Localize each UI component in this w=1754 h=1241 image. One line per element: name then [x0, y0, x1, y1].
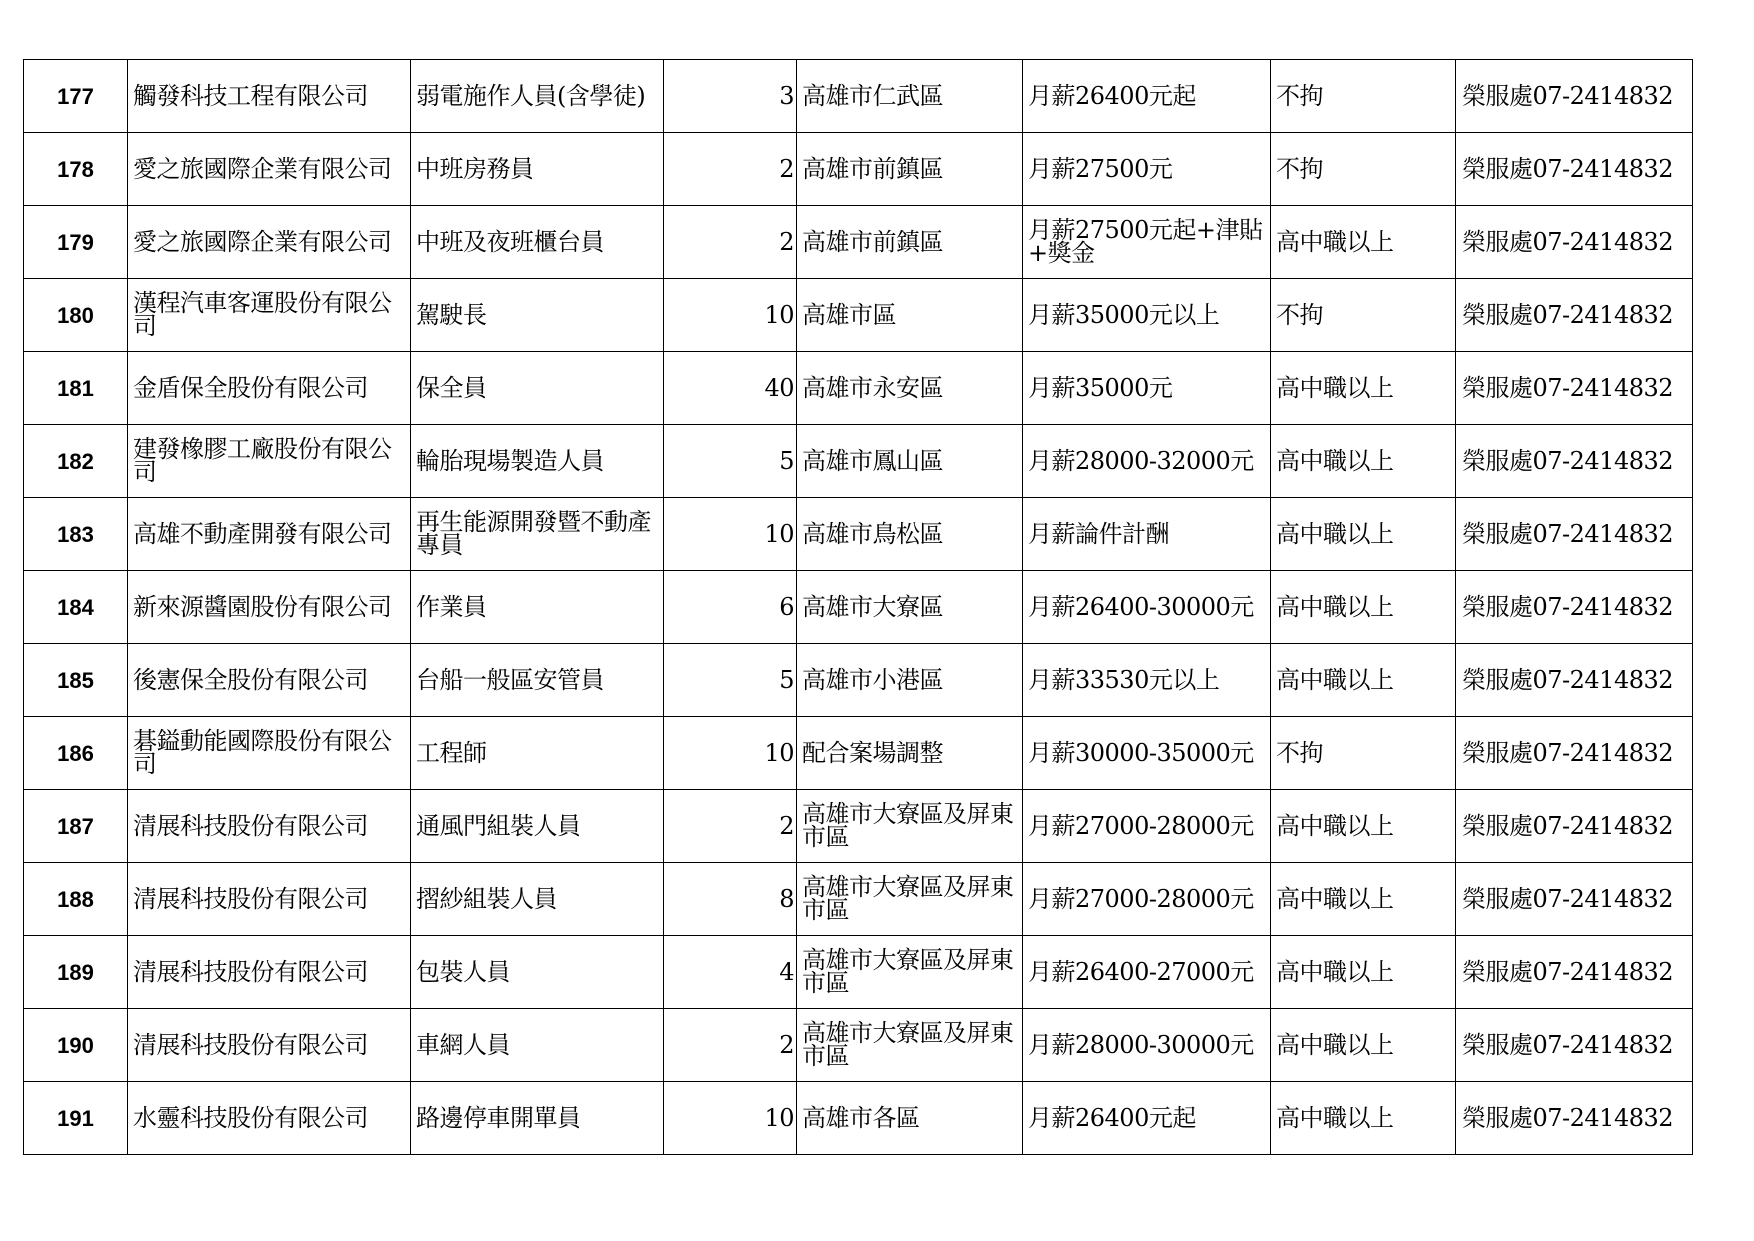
salary-cell: 月薪26400元起 — [1023, 60, 1271, 133]
work-location-cell: 高雄市大寮區及屏東市區 — [797, 936, 1023, 1009]
work-location-cell: 高雄市各區 — [797, 1082, 1023, 1155]
education-requirement-cell: 高中職以上 — [1271, 425, 1456, 498]
job-title-cell: 作業員 — [411, 571, 664, 644]
table-row — [24, 206, 1693, 279]
company-name-cell: 高雄不動產開發有限公司 — [128, 498, 411, 571]
education-requirement-cell: 不拘 — [1271, 133, 1456, 206]
row-number-cell: 177 — [24, 60, 128, 133]
company-name-cell: 觸發科技工程有限公司 — [128, 60, 411, 133]
company-name-cell: 水靈科技股份有限公司 — [128, 1082, 411, 1155]
table-row — [24, 133, 1693, 206]
job-title-cell: 保全員 — [411, 352, 664, 425]
row-number-cell: 190 — [24, 1009, 128, 1082]
table-row — [24, 1009, 1693, 1082]
work-location-cell: 高雄市前鎮區 — [797, 133, 1023, 206]
salary-cell: 月薪35000元 — [1023, 352, 1271, 425]
table-row — [24, 60, 1693, 133]
table-row — [24, 717, 1693, 790]
education-requirement-cell: 不拘 — [1271, 60, 1456, 133]
work-location-cell: 高雄市前鎮區 — [797, 206, 1023, 279]
openings-count-cell: 10 — [664, 279, 797, 352]
work-location-cell: 高雄市大寮區及屏東市區 — [797, 1009, 1023, 1082]
education-requirement-cell: 不拘 — [1271, 279, 1456, 352]
contact-cell: 榮服處07-2414832 — [1456, 717, 1693, 790]
company-name-cell: 愛之旅國際企業有限公司 — [128, 133, 411, 206]
salary-cell: 月薪28000-30000元 — [1023, 1009, 1271, 1082]
education-requirement-cell: 高中職以上 — [1271, 863, 1456, 936]
job-title-cell: 中班房務員 — [411, 133, 664, 206]
row-number-cell: 185 — [24, 644, 128, 717]
row-number-cell: 191 — [24, 1082, 128, 1155]
salary-cell: 月薪27000-28000元 — [1023, 863, 1271, 936]
education-requirement-cell: 不拘 — [1271, 717, 1456, 790]
company-name-cell: 清展科技股份有限公司 — [128, 790, 411, 863]
openings-count-cell: 3 — [664, 60, 797, 133]
openings-count-cell: 2 — [664, 206, 797, 279]
company-name-cell: 清展科技股份有限公司 — [128, 1009, 411, 1082]
row-number-cell: 186 — [24, 717, 128, 790]
contact-cell: 榮服處07-2414832 — [1456, 1009, 1693, 1082]
work-location-cell: 高雄市永安區 — [797, 352, 1023, 425]
contact-cell: 榮服處07-2414832 — [1456, 133, 1693, 206]
contact-cell: 榮服處07-2414832 — [1456, 644, 1693, 717]
contact-cell: 榮服處07-2414832 — [1456, 790, 1693, 863]
job-title-cell: 駕駛長 — [411, 279, 664, 352]
openings-count-cell: 6 — [664, 571, 797, 644]
row-number-cell: 178 — [24, 133, 128, 206]
job-title-cell: 工程師 — [411, 717, 664, 790]
job-title-cell: 路邊停車開單員 — [411, 1082, 664, 1155]
row-number-cell: 183 — [24, 498, 128, 571]
salary-cell: 月薪26400-30000元 — [1023, 571, 1271, 644]
work-location-cell: 配合案場調整 — [797, 717, 1023, 790]
row-number-cell: 188 — [24, 863, 128, 936]
salary-cell: 月薪27000-28000元 — [1023, 790, 1271, 863]
contact-cell: 榮服處07-2414832 — [1456, 352, 1693, 425]
table-row — [24, 425, 1693, 498]
openings-count-cell: 8 — [664, 863, 797, 936]
openings-count-cell: 10 — [664, 717, 797, 790]
job-table-body — [24, 60, 1693, 1155]
openings-count-cell: 4 — [664, 936, 797, 1009]
table-row — [24, 279, 1693, 352]
row-number-cell: 189 — [24, 936, 128, 1009]
job-title-cell: 再生能源開發暨不動產專員 — [411, 498, 664, 571]
openings-count-cell: 10 — [664, 498, 797, 571]
table-row — [24, 936, 1693, 1009]
openings-count-cell: 10 — [664, 1082, 797, 1155]
company-name-cell: 清展科技股份有限公司 — [128, 936, 411, 1009]
salary-cell: 月薪26400-27000元 — [1023, 936, 1271, 1009]
work-location-cell: 高雄市鳳山區 — [797, 425, 1023, 498]
salary-cell: 月薪26400元起 — [1023, 1082, 1271, 1155]
job-title-cell: 輪胎現場製造人員 — [411, 425, 664, 498]
company-name-cell: 漢程汽車客運股份有限公司 — [128, 279, 411, 352]
contact-cell: 榮服處07-2414832 — [1456, 60, 1693, 133]
openings-count-cell: 2 — [664, 790, 797, 863]
company-name-cell: 清展科技股份有限公司 — [128, 863, 411, 936]
education-requirement-cell: 高中職以上 — [1271, 1009, 1456, 1082]
job-title-cell: 弱電施作人員(含學徒) — [411, 60, 664, 133]
job-title-cell: 台船一般區安管員 — [411, 644, 664, 717]
education-requirement-cell: 高中職以上 — [1271, 571, 1456, 644]
salary-cell: 月薪論件計酬 — [1023, 498, 1271, 571]
education-requirement-cell: 高中職以上 — [1271, 206, 1456, 279]
work-location-cell: 高雄市大寮區 — [797, 571, 1023, 644]
education-requirement-cell: 高中職以上 — [1271, 790, 1456, 863]
work-location-cell: 高雄市小港區 — [797, 644, 1023, 717]
education-requirement-cell: 高中職以上 — [1271, 498, 1456, 571]
work-location-cell: 高雄市區 — [797, 279, 1023, 352]
company-name-cell: 建發橡膠工廠股份有限公司 — [128, 425, 411, 498]
salary-cell: 月薪28000-32000元 — [1023, 425, 1271, 498]
row-number-cell: 181 — [24, 352, 128, 425]
education-requirement-cell: 高中職以上 — [1271, 1082, 1456, 1155]
table-row — [24, 498, 1693, 571]
company-name-cell: 新來源醬園股份有限公司 — [128, 571, 411, 644]
openings-count-cell: 2 — [664, 133, 797, 206]
table-row — [24, 352, 1693, 425]
company-name-cell: 碁鎰動能國際股份有限公司 — [128, 717, 411, 790]
contact-cell: 榮服處07-2414832 — [1456, 425, 1693, 498]
salary-cell: 月薪27500元起+津貼+獎金 — [1023, 206, 1271, 279]
work-location-cell: 高雄市仁武區 — [797, 60, 1023, 133]
contact-cell: 榮服處07-2414832 — [1456, 1082, 1693, 1155]
work-location-cell: 高雄市大寮區及屏東市區 — [797, 790, 1023, 863]
row-number-cell: 184 — [24, 571, 128, 644]
row-number-cell: 179 — [24, 206, 128, 279]
salary-cell: 月薪33530元以上 — [1023, 644, 1271, 717]
company-name-cell: 金盾保全股份有限公司 — [128, 352, 411, 425]
contact-cell: 榮服處07-2414832 — [1456, 498, 1693, 571]
table-row — [24, 863, 1693, 936]
work-location-cell: 高雄市大寮區及屏東市區 — [797, 863, 1023, 936]
company-name-cell: 愛之旅國際企業有限公司 — [128, 206, 411, 279]
openings-count-cell: 2 — [664, 1009, 797, 1082]
contact-cell: 榮服處07-2414832 — [1456, 863, 1693, 936]
table-row — [24, 790, 1693, 863]
table-row — [24, 571, 1693, 644]
work-location-cell: 高雄市鳥松區 — [797, 498, 1023, 571]
contact-cell: 榮服處07-2414832 — [1456, 279, 1693, 352]
job-title-cell: 摺紗組裝人員 — [411, 863, 664, 936]
row-number-cell: 182 — [24, 425, 128, 498]
table-row — [24, 644, 1693, 717]
contact-cell: 榮服處07-2414832 — [1456, 206, 1693, 279]
job-listing-table — [23, 59, 1693, 1155]
contact-cell: 榮服處07-2414832 — [1456, 936, 1693, 1009]
table-row — [24, 1082, 1693, 1155]
openings-count-cell: 40 — [664, 352, 797, 425]
openings-count-cell: 5 — [664, 644, 797, 717]
job-title-cell: 中班及夜班櫃台員 — [411, 206, 664, 279]
education-requirement-cell: 高中職以上 — [1271, 936, 1456, 1009]
job-title-cell: 包裝人員 — [411, 936, 664, 1009]
openings-count-cell: 5 — [664, 425, 797, 498]
row-number-cell: 180 — [24, 279, 128, 352]
salary-cell: 月薪27500元 — [1023, 133, 1271, 206]
company-name-cell: 後憲保全股份有限公司 — [128, 644, 411, 717]
contact-cell: 榮服處07-2414832 — [1456, 571, 1693, 644]
education-requirement-cell: 高中職以上 — [1271, 644, 1456, 717]
row-number-cell: 187 — [24, 790, 128, 863]
salary-cell: 月薪30000-35000元 — [1023, 717, 1271, 790]
education-requirement-cell: 高中職以上 — [1271, 352, 1456, 425]
job-title-cell: 車網人員 — [411, 1009, 664, 1082]
job-title-cell: 通風門組裝人員 — [411, 790, 664, 863]
salary-cell: 月薪35000元以上 — [1023, 279, 1271, 352]
